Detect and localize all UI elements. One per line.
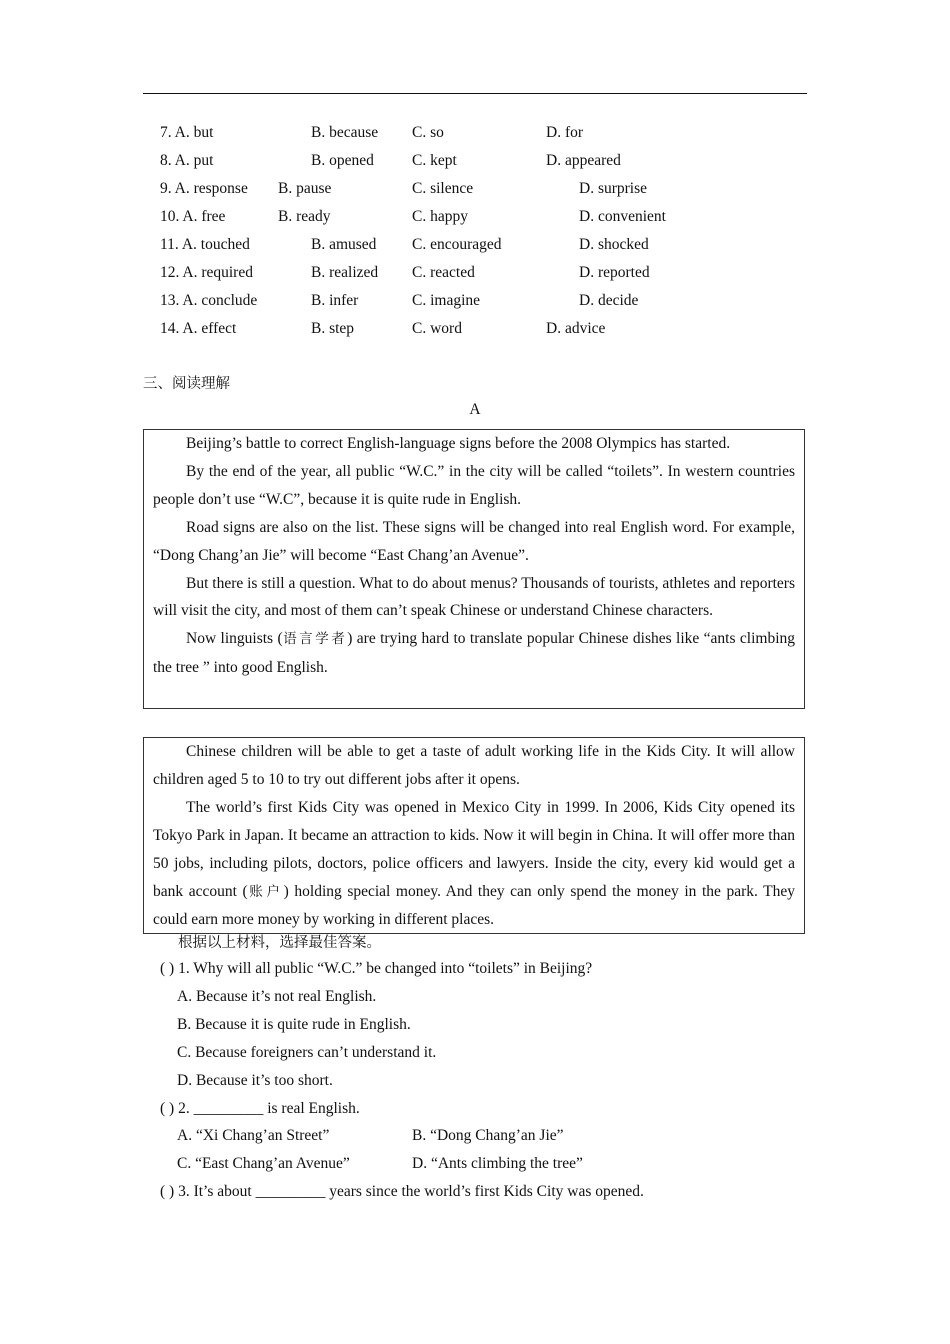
instruction: 根据以上材料，选择最佳答案。 (178, 935, 381, 951)
option-d: D. reported (579, 264, 650, 281)
option-d: D. for (546, 124, 584, 141)
question-2-option-b: B. “Dong Chang’an Jie” (412, 1127, 564, 1144)
option-d: D. surprise (579, 180, 648, 197)
option-b: B. ready (278, 208, 331, 225)
option-c: C. reacted (412, 264, 475, 281)
option-a: 10. A. free (160, 208, 226, 225)
option-a: 14. A. effect (160, 320, 237, 337)
paragraph-text: Now linguists ( (186, 630, 283, 648)
option-b: B. amused (311, 236, 377, 253)
option-d: D. convenient (579, 208, 666, 225)
passage-a-paragraph-2: By the end of the year, all public “W.C.” in the city will be called “toilets”. In western countries people don’t use “W.C”, because it is quite rude in English. (153, 462, 795, 508)
question-1-option-b: B. Because it is quite rude in English. (177, 1016, 411, 1033)
passage-a-paragraph-3: Road signs are also on the list. These signs will be changed into real English word. For example, “Dong Chang’an Jie” will become “East Chang’an Avenue”. (153, 518, 795, 564)
question-2-option-a: A. “Xi Chang’an Street” (177, 1127, 330, 1144)
option-a: 12. A. required (160, 264, 253, 281)
option-d: D. appeared (546, 152, 621, 169)
passage-a-paragraph-5 (153, 625, 795, 682)
option-row-10 (0, 203, 950, 231)
option-c: C. happy (412, 208, 468, 225)
option-b: B. because (311, 124, 379, 141)
gloss-bank-account: 账户 (247, 883, 284, 900)
passage-a-box (143, 429, 805, 709)
option-b: B. step (311, 320, 355, 337)
question-1-option-a: A. Because it’s not real English. (177, 988, 377, 1005)
option-row-12 (0, 259, 950, 287)
option-b: B. opened (311, 152, 374, 169)
paragraph-text: ) holding special money. And they can only spend the money in the park. They could earn more money by working in different places. (153, 882, 795, 929)
option-a: 9. A. response (160, 180, 248, 197)
passage-b-paragraph-1: Chinese children will be able to get a taste of adult working life in the Kids City. It will allow children aged 5 to 10 to try out different jobs after it opens. (153, 743, 795, 788)
option-row-14 (0, 315, 950, 343)
question-2-option-c: C. “East Chang’an Avenue” (177, 1155, 350, 1172)
option-row-13 (0, 287, 950, 315)
option-row-7 (0, 119, 950, 147)
option-b: B. infer (311, 292, 359, 309)
question-3-stem: ( ) 3. It’s about _________ years since the world’s first Kids City was opened. (160, 1183, 644, 1200)
passage-a-paragraph-1: Beijing’s battle to correct English-language signs before the 2008 Olympics has started. (186, 435, 731, 452)
question-1-stem: ( ) 1. Why will all public “W.C.” be changed into “toilets” in Beijing? (160, 960, 593, 977)
section-title: 三、阅读理解 (143, 376, 230, 392)
option-row-11 (0, 231, 950, 259)
question-2-option-d: D. “Ants climbing the tree” (412, 1155, 583, 1172)
question-1-option-c: C. Because foreigners can’t understand it. (177, 1044, 437, 1061)
option-row-9 (0, 175, 950, 203)
option-b: B. realized (311, 264, 379, 281)
passage-label: A (469, 401, 481, 418)
option-d: D. shocked (579, 236, 649, 253)
header-rule (143, 93, 807, 94)
passage-b-box (143, 737, 805, 934)
passage-b-paragraph-2 (153, 794, 795, 935)
option-c: C. silence (412, 180, 474, 197)
gloss-linguists: 语言学者 (282, 631, 348, 648)
option-d: D. decide (579, 292, 639, 309)
option-c: C. kept (412, 152, 457, 169)
option-a: 13. A. conclude (160, 292, 258, 309)
option-d: D. advice (546, 320, 606, 337)
option-a: 7. A. but (160, 124, 214, 141)
question-2-stem: ( ) 2. _________ is real English. (160, 1100, 360, 1117)
option-c: C. word (412, 320, 462, 337)
option-a: 8. A. put (160, 152, 214, 169)
option-b: B. pause (278, 180, 332, 197)
option-c: C. encouraged (412, 236, 502, 253)
option-c: C. so (412, 124, 444, 141)
paragraph-text: ) are trying hard to translate popular Chinese dishes like “ants climbing the tree ” into good English. (153, 630, 796, 677)
option-c: C. imagine (412, 292, 481, 309)
passage-a-paragraph-4: But there is still a question. What to do about menus? Thousands of tourists, athletes and reporters will visit the city, and most of them can’t speak Chinese or understand Chinese characters. (153, 574, 795, 620)
paragraph-text: The world’s first Kids City was opened in Mexico City in 1999. In 2006, Kids City opened its Tokyo Park in Japan. It became an attraction to kids. Now it will begin in China. It will offer more than 50 jobs, including pilots, doctors, police officers and lawyers. Inside the city, every kid would get a bank account ( (153, 798, 795, 900)
option-a: 11. A. touched (160, 236, 250, 253)
question-1-option-d: D. Because it’s too short. (177, 1072, 333, 1089)
option-row-8 (0, 147, 950, 175)
